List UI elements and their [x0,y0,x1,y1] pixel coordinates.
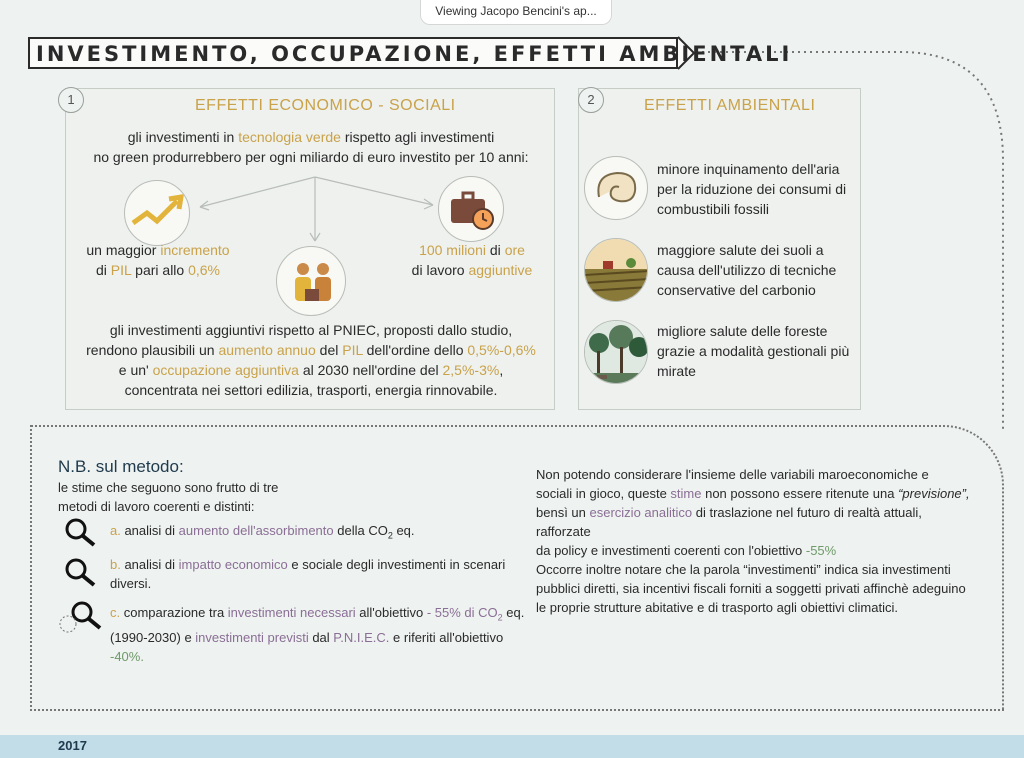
viewer-banner: Viewing Jacopo Bencini's ap... [420,0,612,25]
magnifier-icon-b [62,556,102,588]
briefcase-clock-icon [438,176,504,242]
panel1-title: EFFETTI ECONOMICO - SOCIALI [195,97,456,114]
panel1-number: 1 [58,87,84,113]
workers-icon [276,246,346,316]
branch-arrows-icon [190,175,450,245]
footer-bar [0,735,1024,758]
magnifier-icon-c [58,598,106,638]
panel2-title: EFFETTI AMBIENTALI [644,97,816,114]
method-b: b. analisi di impatto economico e sociale degli investimenti in scenari diversi. [110,557,506,591]
env-item-air: minore inquinamento dell'aria per la riduzione dei consumi di combustibili fossili [657,161,847,217]
page-title: INVESTIMENTO, OCCUPAZIONE, EFFETTI AMBIENTALI [36,42,793,66]
trend-up-icon [124,180,190,246]
fossil-icon [584,156,648,220]
env-item-soil: maggiore salute dei suoli a causa dell'utilizzo di tecniche conservative del carbonio [657,242,837,298]
forest-icon [584,320,648,384]
footer-year: 2017 [58,738,87,753]
note-investments: Occorre inoltre notare che la parola “investimenti” indica sia investimenti pubblici diretti, sia incentivi fiscali forniti a soggetti privati affinchè adeguino le proprie strutture abitative e di trasporto agli obiettivi climatici. [536,562,966,615]
nb-title: N.B. sul metodo: [58,457,184,476]
method-c: c. comparazione tra investimenti necessari all'obiettivo - 55% di $CO_2$ eq. (1990-2030) e investimenti previsti dal P.N.I.E.C. e riferiti all'obiettivo -40%. [110,605,525,664]
note-estimates: Non potendo considerare l'insieme delle variabili maroeconomiche e sociali in gioco, queste stime non possono essere ritenute una “previsione”, bensì un esercizio analitico di traslazione nel futuro di realtà attuali, rafforzate da policy e investimenti coerenti con l'obiettivo -55% [536,467,970,558]
env-item-forest: migliore salute delle foreste grazie a modalità gestionali più mirate [657,323,850,379]
nb-intro: le stime che seguono sono frutto di tre metodi di lavoro coerenti e distinti: [58,480,279,514]
magnifier-icon-a [62,516,102,548]
work-hours-text: 100 milioni di ore di lavoro aggiuntive [411,242,533,278]
panel2-number: 2 [578,87,604,113]
panel1-conclusion: gli investimenti aggiuntivi rispetto al PNIEC, proposti dallo studio, rendono plausibili un aumento annuo del PIL dell'ordine dello 0,5%-0,6% e un' occupazione aggiuntiva al 2030 nell'ordine del 2,5%-3%, concentrata nei settori edilizia, trasporti, energia rinnovabile. [86,322,536,398]
method-a: a. analisi di aumento dell'assorbimento della $CO_2$ eq. [110,523,415,541]
soil-field-icon [584,238,648,302]
panel1-intro: gli investimenti in tecnologia verde rispetto agli investimenti no green produrrebbero per ogni miliardo di euro investito per 10 anni: [93,129,529,165]
gdp-increase-text: un maggior incremento di PIL pari allo 0,6% [86,242,230,278]
